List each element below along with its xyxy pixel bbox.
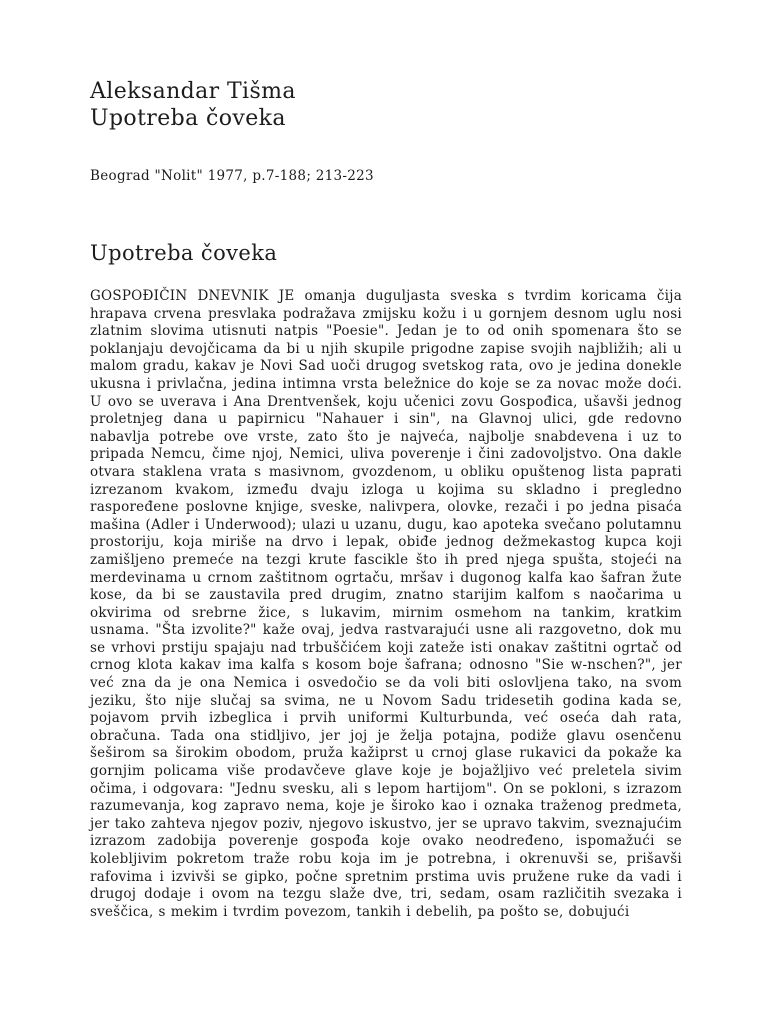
body-text: GOSPOĐIČIN DNEVNIK JE omanja duguljasta sveska s tvrdim koricama čija hrapava crvena presvlaka podražava zmijsku kožu i u gornjem desnom uglu nosi zlatnim slovima utisnuti natpis "Poesie". Jedan je to od onih spomenara što se poklanjaju devojčicama da bi u njih skupile prigodne zapise svojih najbližih; ali u malom gradu, kakav je Novi Sad uoči drugog svetskog rata, ovo je jedina donekle ukusna i privlačna, jedina intimna vrsta beležnice do koje se za novac može doći. U ovo se uverava i Ana Drentvenšek, koju učenici zovu Gospođica, ušavši jednog proletnjeg dana u papirnicu "Nahauer i sin", na Glavnoj ulici, gde redovno nabavlja potrebe ove vrste, zato što je najveća, najbolje snabdevena i uz to pripada Nemcu, čime njoj, Nemici, uliva poverenje i čini zadovoljstvo. Ona dakle otvara staklena vrata s masivnom, gvozdenom, u obliku opuštenog lista paprati izrezanom kvakom, između dvaju izloga u kojima su skladno i pregledno raspoređene poslovne knjige, sveske, nalivpera, olovke, rezači i po jedna pisaća mašina (Adler i Underwood); ulazi u uzanu, dugu, kao apoteka svečano polutamnu prostoriju, koja miriše na drvo i lepak, obiđe jednog dežmekastog kupca koji zamišljeno premeće na tezgi krute fascikle što ih pred njega spušta, stojeći na merdevinama u crnom zaštitnom ogrtaču, mršav i dugonog kalfa kao šafran žute kose, da bi se zaustavila pred drugim, znatno starijim kalfom s naočarima u okvirima od srebrne žice, s lukavim, mirnim osmehom na tankim, kratkim usnama. "Šta izvolite?" kaže ovaj, jedva rastvarajući usne ali razgovetno, dok mu se vrhovi prstiju spajaju nad trbuščićem koji zateže isti onakav zaštitni ogrtač od crnog klota kakav ima kalfa s kosom boje šafrana; odnosno "Sie w-nschen?", jer već zna da je ona Nemica i osvedočio se da voli biti oslovljena tako, na svom jeziku, što nije slučaj sa svima, ne u Novom Sadu tridesetih godina kada se, pojavom prvih izbeglica i prvih uniformi Kulturbunda, već oseća dah rata, obračuna. Tada ona stidljivo, jer joj je želja potajna, podiže glavu osenčenu šeširom sa širokim obodom, pruža kažiprst u crnoj glase rukavici da pokaže ka gornjim policama više prodavčeve glave koje je bojažljivo već preletela sivim očima, i odgovara: "Jednu svesku, ali s lepom hartijom". On se pokloni, s izrazom razumevanja, kog zapravo nema, koje je široko kao i oznaka traženog predmeta, jer tako zahteva njegov poziv, njegovo iskustvo, jer se upravo takvim, sveznajućim izrazom zadobija poverenje gospođa koje ovako neodređeno, ispomažući se kolebljivim pokretom traže robu koja im je potrebna, i okrenuvši se, prišavši rafovima i izvivši se gipko, počne spretnim prstima uvis pružene ruke da vadi i drugoj dodaje i ovom na tezgu slaže dve, tri, sedam, osam različitih svezaka i sveščica, s mekim i tvrdim povezom, tankih i debelih, pa pošto se, dobujući — [90, 288, 682, 920]
chapter-heading: Upotreba čoveka — [90, 241, 278, 265]
citation: Beograd "Nolit" 1977, p.7-188; 213-223 — [90, 168, 374, 184]
title-block — [90, 78, 682, 132]
author-name: Aleksandar Tišma — [90, 79, 296, 104]
book-title: Upotreba čoveka — [90, 106, 286, 131]
